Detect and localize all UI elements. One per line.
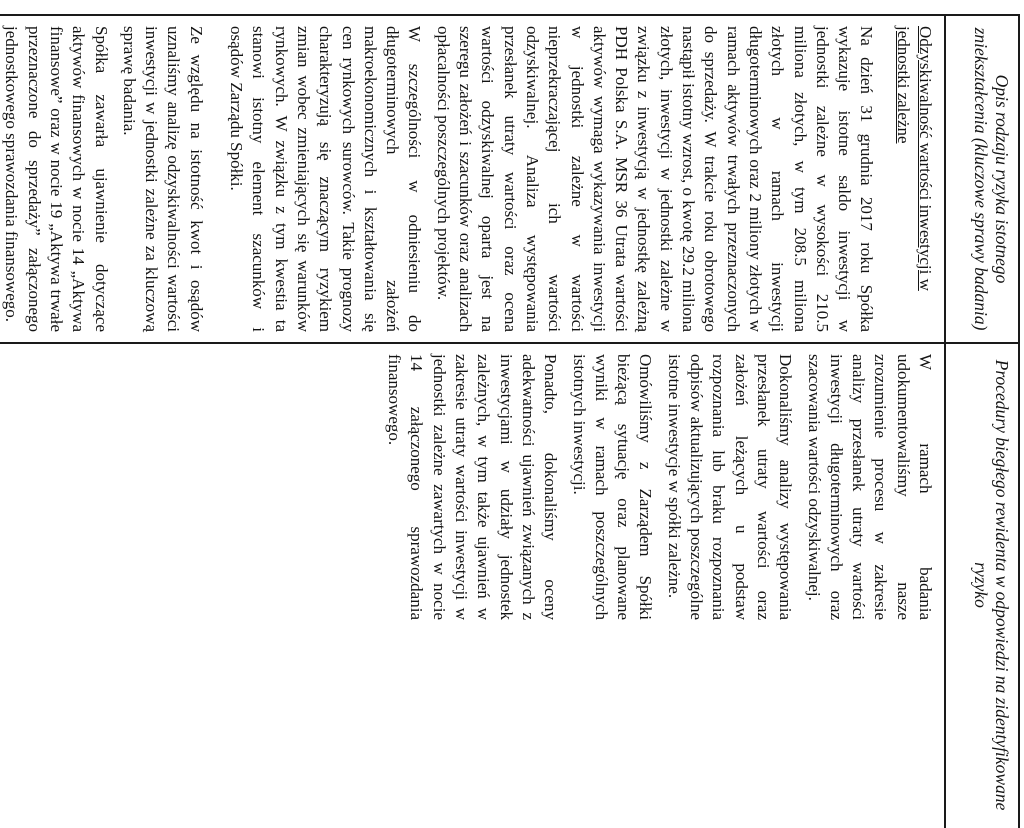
risk-description-cell — [0, 26, 936, 332]
table-top-border — [1018, 16, 1020, 828]
column-divider — [0, 342, 1020, 344]
procedure-paragraph: Omówiliśmy z Zarządem Spółki bieżącą sytuację oraz planowane wyniki w ramach poszczególnych istotnych inwestycji. — [569, 354, 656, 620]
audit-procedures-cell — [377, 354, 936, 620]
risk-paragraph: Na dzień 31 grudnia 2017 roku Spółka wykazuje istotne saldo inwestycji w jednostki zależne w wysokości 210.5 miliona złotych, w tym 208.5 miliona złotych w ramach inwestycji długoterminowych oraz 2 miliony złotych w ramach aktywów trwałych przeznaczonych do sprzedaży. W trakcie roku obrotowego nastąpił istotny wzrost, o kwotę 29.2 miliona złotych, inwestycji w jednostki zależne w związku z inwestycją w jednostkę zależną PDH Polska S.A. MSR 36 Utrata wartości aktywów wymaga wykazywania inwestycji w jednostki zależne w wartości nieprzekraczającej ich wartości odzyskiwalnej. Analiza występowania przesłanek utraty wartości oraz ocena wartości odzyskiwalnej oparta jest na szeregu założeń i szacunków oraz analizach opłacalności poszczególnych projektów. — [433, 26, 877, 332]
column-header-risk: Opis rodzaju ryzyka istotnego zniekształcenia (kluczowe sprawy badania) — [971, 27, 1012, 331]
header-divider — [944, 16, 946, 828]
column-header-procedures: Procedury biegłego rewidenta w odpowiedzi na zidentyfikowane ryzyko — [971, 359, 1012, 811]
risk-paragraph: W szczególności w odniesieniu do długoterminowych założeń makroekonomicznych i kształtowania się cen rynkowych surowców. Takie prognozy charakteryzują się znaczącym ryzykiem zmian wobec zmieniających się warunków rynkowych. W związku z tym kwestia ta stanowi istotny element szacunków i osądów Zarządu Spółki. — [227, 26, 425, 332]
procedure-paragraph: W ramach badania udokumentowaliśmy nasze zrozumienie procesu w zakresie analizy przesłanek utraty wartości inwestycji długoterminowych oraz szacowania wartości odzyskiwalnej. — [804, 354, 935, 620]
risk-subheading: Odzyskiwalność wartości inwestycji w jednostki zależne — [893, 26, 935, 291]
risk-paragraph: Ze względu na istotność kwot i osądów uznaliśmy analizę odzyskiwalności wartości inwestycji w jednostki zależne za kluczową sprawę badania. — [119, 26, 206, 332]
procedure-paragraph: Ponadto, dokonaliśmy oceny adekwatności ujawnień związanych z inwestycjami w udziały jednostek zależnych, w tym także ujawnień w zakresie utraty wartości inwestycji w jednostki zależne zawartych w nocie 14 załączonego sprawozdania finansowego. — [385, 354, 561, 620]
key-audit-matters-table — [0, 14, 1020, 826]
risk-paragraph: Spółka zawarła ujawnienie dotyczące aktywów finansowych w nocie 14 „Aktywa finansowe” oraz w nocie 19 „Aktywa trwałe przeznaczone do sprzedaży” załączonego jednostkowego sprawozdania finansowego. — [2, 26, 111, 332]
procedure-paragraph: Dokonaliśmy analizy występowania przesłanek utraty wartości oraz założeń leżących u podstaw rozpoznania lub braku rozpoznania odpisów aktualizujących poszczególne istotne inwestycje w spółki zależne. — [664, 354, 796, 620]
